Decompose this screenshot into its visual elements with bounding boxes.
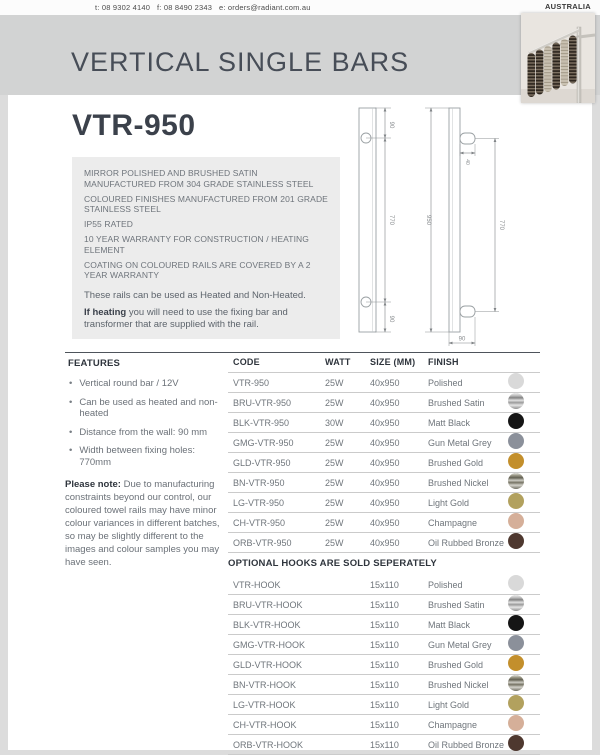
- size-cell: 40x950: [370, 518, 400, 528]
- finish-cell: Brushed Satin: [428, 600, 485, 610]
- manufacturing-note-rest: Due to manufacturing constraints beyond our control, our coloured towel rails may have minor colour variances in different batches, so may be slightly different to the images and colour samples you may have seen.: [65, 479, 220, 568]
- feature-item: [69, 427, 227, 439]
- code-cell: LG-VTR-HOOK: [233, 700, 296, 710]
- code-cell: BRU-VTR-HOOK: [233, 600, 303, 610]
- dim-bottom-offset: 90: [388, 315, 394, 323]
- contact-info: t: 08 9302 4140 f: 08 8490 2343 e: orders@radiant.com.au: [95, 3, 311, 12]
- finish-swatch: [508, 393, 524, 409]
- finish-swatch: [508, 433, 524, 449]
- finish-cell: Brushed Nickel: [428, 478, 489, 488]
- spec-line: 10 YEAR WARRANTY FOR CONSTRUCTION / HEATING ELEMENT: [84, 234, 310, 255]
- code-cell: BLK-VTR-950: [233, 418, 290, 428]
- code-cell: GMG-VTR-HOOK: [233, 640, 305, 650]
- size-cell: 40x950: [370, 398, 400, 408]
- code-cell: BRU-VTR-950: [233, 398, 292, 408]
- size-cell: 40x950: [370, 418, 400, 428]
- table-row: [228, 433, 540, 453]
- watt-cell: 25W: [325, 478, 344, 488]
- rails-table-header: [228, 352, 540, 373]
- finish-swatch: [508, 635, 524, 651]
- size-cell: 15x110: [370, 680, 399, 690]
- country-label: AUSTRALIA: [544, 2, 591, 11]
- dimension-diagram: [345, 100, 595, 350]
- table-row: [228, 675, 540, 695]
- feature-text: Distance from the wall: 90 mm: [79, 426, 208, 438]
- finish-swatch: [508, 575, 524, 591]
- table-row: [228, 413, 540, 433]
- bullet-icon: •: [69, 445, 73, 456]
- product-name: VTR-950: [72, 109, 196, 142]
- table-row: [228, 695, 540, 715]
- side-view-bracket-top: [460, 133, 475, 144]
- feature-item: [69, 445, 227, 468]
- size-cell: 15x110: [370, 580, 399, 590]
- heating-note-lead: If heating: [84, 306, 127, 318]
- heating-note-rest: you will need to use the fixing bar and transformer that are supplied with the rail.: [84, 306, 288, 330]
- finish-cell: Champagne: [428, 720, 478, 730]
- code-cell: GLD-VTR-HOOK: [233, 660, 303, 670]
- spec-line: MIRROR POLISHED AND BRUSHED SATIN MANUFACTURED FROM 304 GRADE STAINLESS STEEL: [84, 168, 314, 189]
- finish-cell: Gun Metal Grey: [428, 640, 492, 650]
- dim-bracket-width: 40: [464, 159, 470, 165]
- code-cell: ORB-VTR-HOOK: [233, 740, 304, 750]
- table-row: [228, 493, 540, 513]
- code-cell: CH-VTR-HOOK: [233, 720, 297, 730]
- finish-swatch: [508, 655, 524, 671]
- watt-cell: 25W: [325, 378, 344, 388]
- dim-total-length: 950: [425, 214, 431, 226]
- side-view-bar: [449, 108, 460, 332]
- size-cell: 15x110: [370, 660, 399, 670]
- column-watt: WATT: [325, 357, 351, 367]
- finish-cell: Light Gold: [428, 498, 470, 508]
- manufacturing-note: [65, 478, 227, 569]
- watt-cell: 25W: [325, 518, 344, 528]
- finish-cell: Matt Black: [428, 418, 471, 428]
- finish-swatch: [508, 695, 524, 711]
- table-row: [228, 655, 540, 675]
- table-row: [228, 393, 540, 413]
- column-code: CODE: [233, 357, 260, 367]
- size-cell: 40x950: [370, 498, 400, 508]
- size-cell: 15x110: [370, 740, 399, 750]
- table-row: [228, 615, 540, 635]
- finish-swatch: [508, 715, 524, 731]
- bullet-icon: •: [69, 378, 73, 389]
- manufacturing-note-lead: Please note:: [65, 479, 121, 490]
- finish-cell: Brushed Gold: [428, 458, 484, 468]
- table-row: [228, 453, 540, 473]
- finish-swatch: [508, 373, 524, 389]
- description-box: [72, 157, 340, 339]
- page-title: VERTICAL SINGLE BARS: [71, 47, 410, 77]
- table-row: [228, 513, 540, 533]
- size-cell: 15x110: [370, 720, 399, 730]
- topbar: [0, 0, 600, 15]
- table-row: [228, 373, 540, 393]
- finish-swatch: [508, 493, 524, 509]
- product-photo: [521, 13, 595, 103]
- column-finish: FINISH: [428, 357, 459, 367]
- table-row: [228, 533, 540, 553]
- spec-line: COATING ON COLOURED RAILS ARE COVERED BY A 2 YEAR WARRANTY: [84, 259, 311, 280]
- finish-cell: Brushed Satin: [428, 398, 485, 408]
- content: [8, 95, 592, 750]
- finish-swatch: [508, 533, 524, 549]
- finish-swatch: [508, 413, 524, 429]
- finish-cell: Polished: [428, 378, 463, 388]
- heating-note: [84, 307, 328, 331]
- table-row: [228, 595, 540, 615]
- code-cell: GMG-VTR-950: [233, 438, 294, 448]
- finish-cell: Polished: [428, 580, 463, 590]
- side-view-bracket-bottom: [460, 306, 475, 317]
- dim-top-offset: 90: [388, 121, 394, 129]
- code-cell: LG-VTR-950: [233, 498, 285, 508]
- rails-table: [228, 352, 540, 553]
- finish-swatch: [508, 473, 524, 489]
- finish-cell: Oil Rubbed Bronze: [428, 538, 505, 548]
- watt-cell: 25W: [325, 398, 344, 408]
- table-row: [228, 735, 540, 755]
- watt-cell: 25W: [325, 498, 344, 508]
- usage-note: These rails can be used as Heated and Non-Heated.: [84, 289, 306, 301]
- code-cell: VTR-HOOK: [233, 580, 281, 590]
- size-cell: 40x950: [370, 438, 400, 448]
- finish-swatch: [508, 615, 524, 631]
- dim-bracket-spacing: 770: [498, 219, 504, 231]
- feature-item: [69, 378, 227, 390]
- feature-text: Width between fixing holes: 770mm: [79, 445, 195, 468]
- finish-cell: Champagne: [428, 518, 478, 528]
- size-cell: 40x950: [370, 378, 400, 388]
- spec-list: [84, 168, 328, 281]
- table-row: [228, 575, 540, 595]
- spec-line: IP55 RATED: [84, 219, 134, 229]
- size-cell: 40x950: [370, 538, 400, 548]
- code-cell: BN-VTR-HOOK: [233, 680, 296, 690]
- bullet-icon: •: [69, 396, 73, 408]
- finish-swatch: [508, 513, 524, 529]
- dim-hole-spacing: 770: [388, 214, 394, 226]
- hooks-table: [228, 575, 540, 755]
- table-row: [228, 473, 540, 493]
- watt-cell: 25W: [325, 438, 344, 448]
- code-cell: ORB-VTR-950: [233, 538, 292, 548]
- size-cell: 15x110: [370, 600, 399, 610]
- table-row: [228, 635, 540, 655]
- header-band: [0, 15, 600, 95]
- finish-cell: Matt Black: [428, 620, 471, 630]
- finish-cell: Brushed Nickel: [428, 680, 489, 690]
- finish-swatch: [508, 595, 524, 611]
- size-cell: 15x110: [370, 640, 399, 650]
- finish-swatch: [508, 675, 524, 691]
- feature-item: [69, 397, 227, 420]
- watt-cell: 25W: [325, 538, 344, 548]
- code-cell: CH-VTR-950: [233, 518, 286, 528]
- rails-table-body: [228, 373, 540, 553]
- finish-cell: Light Gold: [428, 700, 470, 710]
- watt-cell: 25W: [325, 458, 344, 468]
- features-panel: [65, 353, 227, 569]
- code-cell: BLK-VTR-HOOK: [233, 620, 301, 630]
- hooks-heading: OPTIONAL HOOKS ARE SOLD SEPERATELY: [228, 558, 437, 569]
- finish-cell: Oil Rubbed Bronze: [428, 740, 505, 750]
- towel-rail-photo-illustration: [521, 13, 595, 103]
- bullet-icon: •: [69, 426, 73, 438]
- size-cell: 40x950: [370, 478, 400, 488]
- code-cell: VTR-950: [233, 378, 270, 388]
- dim-wall-distance: 90: [458, 336, 466, 343]
- watt-cell: 30W: [325, 418, 344, 428]
- finish-swatch: [508, 735, 524, 751]
- finish-cell: Gun Metal Grey: [428, 438, 492, 448]
- table-row: [228, 715, 540, 735]
- size-cell: 15x110: [370, 700, 399, 710]
- spec-line: COLOURED FINISHES MANUFACTURED FROM 201 GRADE STAINLESS STEEL: [84, 193, 328, 214]
- feature-text: Vertical round bar / 12V: [79, 378, 179, 389]
- finish-swatch: [508, 453, 524, 469]
- finish-cell: Brushed Gold: [428, 660, 484, 670]
- features-list: [65, 378, 227, 468]
- size-cell: 15x110: [370, 620, 399, 630]
- code-cell: BN-VTR-950: [233, 478, 285, 488]
- features-heading: FEATURES: [68, 358, 121, 369]
- column-size: SIZE (MM): [370, 357, 416, 367]
- size-cell: 40x950: [370, 458, 400, 468]
- code-cell: GLD-VTR-950: [233, 458, 291, 468]
- feature-text: Can be used as heated and non-heated: [79, 396, 218, 419]
